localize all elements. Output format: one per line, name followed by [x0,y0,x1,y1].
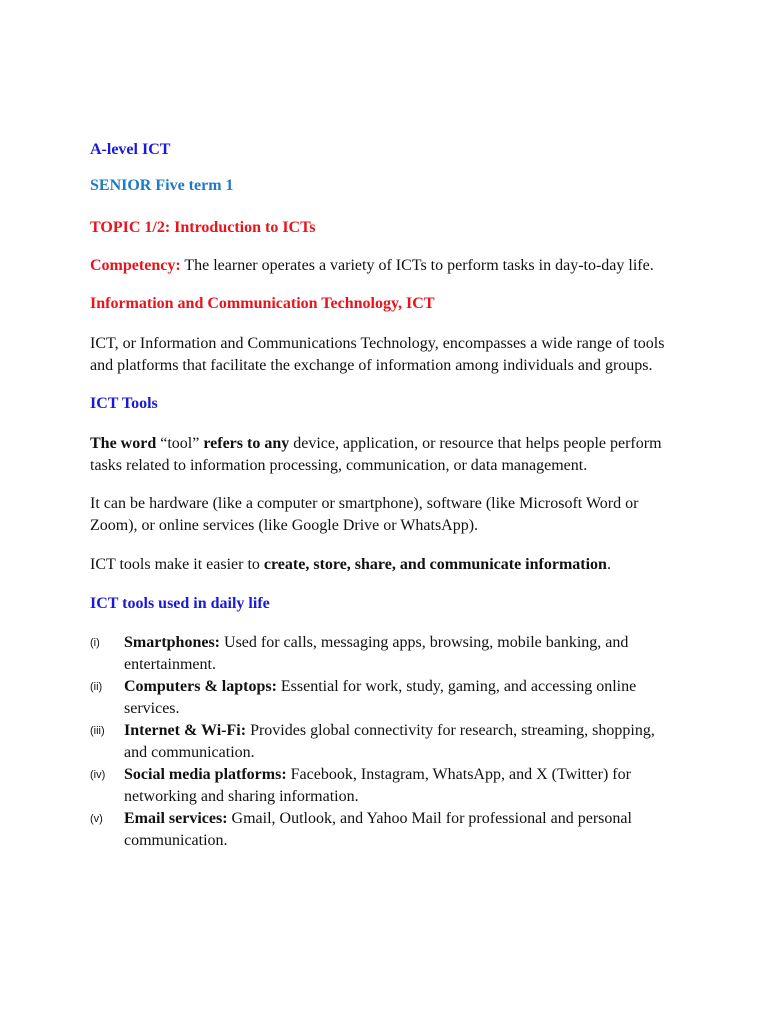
list-item-desc: Essential for work, study, gaming, and accessing online services. [124,678,637,717]
course-title: A-level ICT [90,141,171,158]
list-item-desc: Gmail, Outlook, and Yahoo Mail for professional and personal communication. [124,810,632,849]
list-item [90,720,680,764]
tool-def-bold-2: refers to any [203,435,290,452]
daily-tools-list [90,632,680,852]
list-item-number: (iii) [90,725,105,737]
ict-tools-heading: ICT Tools [90,395,158,412]
competency-paragraph [90,255,680,277]
tool-ease-end: . [606,556,611,573]
daily-life-heading: ICT tools used in daily life [90,595,270,612]
ict-definition-paragraph: ICT, or Information and Communications Technology, encompasses a wide range of tools and platforms that facilitate the exchange of information among individuals and groups. [90,335,665,374]
class-term: SENIOR Five term 1 [90,177,234,194]
tool-examples-paragraph: It can be hardware (like a computer or smartphone), software (like Microsoft Word or Zoom), or online services (like Google Drive or WhatsApp). [90,495,639,534]
list-item [90,676,680,720]
list-item-number: (v) [90,813,103,825]
list-item-term: Internet & Wi-Fi: [124,722,247,739]
tool-def-plain-1: “tool” [156,435,204,452]
competency-text: The learner operates a variety of ICTs to perform tasks in day-to-day life. [180,257,654,274]
list-item-term: Computers & laptops: [124,678,277,695]
document-page [90,139,680,852]
tool-def-bold-1: The word [90,435,157,452]
ict-section-heading: Information and Communication Technology, ICT [90,295,435,312]
list-item [90,632,680,676]
list-item-desc: Used for calls, messaging apps, browsing, mobile banking, and entertainment. [124,634,629,673]
list-item [90,764,680,808]
list-item-number: (iv) [90,769,106,781]
tool-ease-bold: create, store, share, and communicate information [263,556,607,573]
topic-heading: TOPIC 1/2: Introduction to ICTs [90,219,316,236]
list-item-desc: Facebook, Instagram, WhatsApp, and X (Twitter) for networking and sharing information. [124,766,631,805]
list-item-desc: Provides global connectivity for research, streaming, shopping, and communication. [124,722,655,761]
tool-definition-paragraph [90,433,680,477]
list-item [90,808,680,852]
tool-ease-plain: ICT tools make it easier to [90,556,264,573]
list-item-number: (ii) [90,681,103,693]
tool-def-plain-2: device, application, or resource that helps people perform tasks related to information processing, communication, or data management. [90,435,662,474]
list-item-number: (i) [90,637,100,649]
list-item-term: Email services: [124,810,228,827]
list-item-term: Smartphones: [124,634,221,651]
competency-label: Competency: [90,257,181,274]
list-item-term: Social media platforms: [124,766,287,783]
tool-ease-paragraph [90,554,680,576]
